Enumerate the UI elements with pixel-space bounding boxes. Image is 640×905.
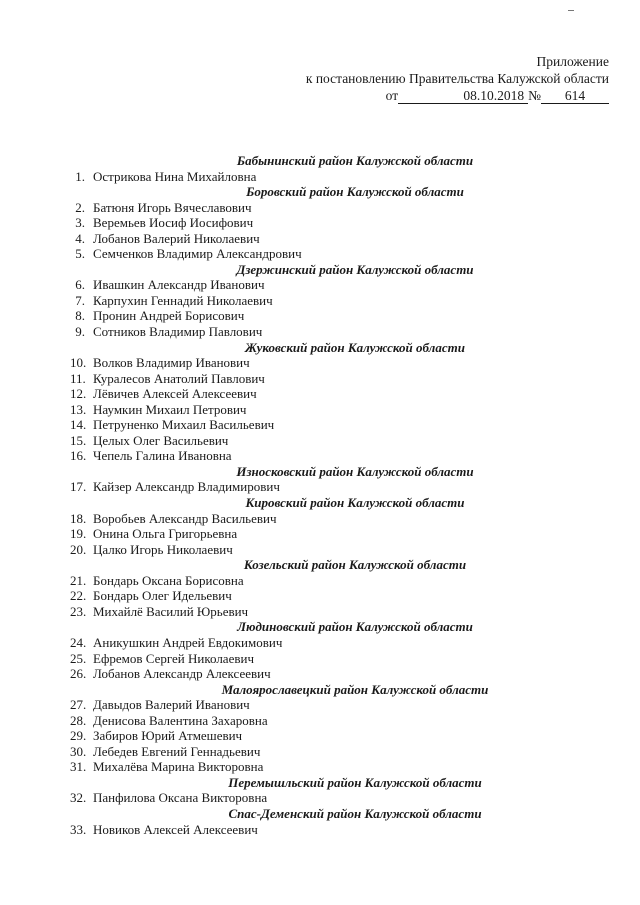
- person-name: Панфилова Оксана Викторовна: [93, 790, 268, 806]
- person-name: Цалко Игорь Николаевич: [93, 541, 233, 557]
- person-name: Семченков Владимир Александрович: [93, 246, 302, 262]
- person-name: Лёвичев Алексей Алексеевич: [93, 386, 257, 402]
- list-item: [70, 666, 570, 682]
- item-number: 10.: [70, 355, 87, 371]
- item-number: 32.: [70, 790, 87, 806]
- list-item: [70, 511, 570, 527]
- item-number: 23.: [70, 603, 87, 619]
- person-name: Давыдов Валерий Иванович: [93, 697, 250, 713]
- district-title: Козельский район Калужской области: [243, 557, 467, 573]
- list-item: [70, 417, 570, 433]
- resolution-number: 614: [541, 88, 609, 104]
- item-number: 11.: [70, 370, 86, 386]
- item-number: 31.: [70, 759, 87, 775]
- item-number: 14.: [70, 417, 87, 433]
- district-title: Перемышльский район Калужской области: [228, 774, 482, 790]
- list-item: [70, 635, 570, 651]
- district-title: Боровский район Калужской области: [246, 184, 464, 200]
- person-name: Бондарь Олег Идельевич: [93, 588, 232, 604]
- appendix-label: Приложение: [536, 54, 609, 69]
- item-number: 15.: [70, 432, 87, 448]
- person-name: Петруненко Михаил Васильевич: [93, 417, 275, 433]
- scan-mark: [568, 10, 574, 11]
- list-item: [70, 759, 570, 775]
- list-item: [70, 324, 570, 340]
- list-item: [70, 728, 570, 744]
- person-name: Сотников Владимир Павлович: [93, 324, 263, 340]
- list-item: [70, 479, 570, 495]
- person-name: Наумкин Михаил Петрович: [93, 401, 247, 417]
- list-item: [70, 542, 570, 558]
- person-name: Новиков Алексей Алексеевич: [93, 821, 258, 837]
- item-number: 18.: [70, 510, 87, 526]
- item-number: 25.: [70, 650, 87, 666]
- list-item: [70, 215, 570, 231]
- item-number: 24.: [70, 634, 87, 650]
- list-item: [70, 231, 570, 247]
- number-label: №: [528, 88, 541, 103]
- district-title: Малоярославецкий район Калужской области: [221, 681, 489, 697]
- item-number: 1.: [75, 168, 85, 184]
- list-item: [70, 604, 570, 620]
- list-item: [70, 588, 570, 604]
- item-number: 8.: [75, 308, 85, 324]
- list-item: [70, 371, 570, 387]
- item-number: 7.: [75, 292, 85, 308]
- list-item: [70, 200, 570, 216]
- item-number: 27.: [70, 697, 87, 713]
- person-name: Куралесов Анатолий Павлович: [93, 370, 265, 386]
- item-number: 2.: [75, 199, 85, 215]
- person-name: Бондарь Оксана Борисовна: [93, 572, 244, 588]
- person-name: Лобанов Валерий Николаевич: [93, 230, 260, 246]
- person-name: Ефремов Сергей Николаевич: [93, 650, 254, 666]
- item-number: 9.: [75, 324, 85, 340]
- appendix-header: [306, 53, 609, 104]
- item-number: 13.: [70, 401, 87, 417]
- list-item: [70, 526, 570, 542]
- item-number: 21.: [70, 572, 87, 588]
- list-item: [70, 713, 570, 729]
- person-name: Денисова Валентина Захаровна: [93, 712, 268, 728]
- item-number: 26.: [70, 666, 87, 682]
- person-name: Михайлё Василий Юрьевич: [93, 603, 249, 619]
- item-number: 5.: [75, 246, 85, 262]
- district-title: Дзержинский район Калужской области: [236, 261, 474, 277]
- person-name: Волков Владимир Иванович: [93, 355, 250, 371]
- list-item: [70, 651, 570, 667]
- list-item: [70, 386, 570, 402]
- person-name: Батюня Игорь Вячеславович: [93, 199, 252, 215]
- resolution-date: 08.10.2018: [398, 88, 528, 104]
- list-item: [70, 822, 570, 838]
- item-number: 20.: [70, 541, 87, 557]
- list-item: [70, 246, 570, 262]
- person-name: Лебедев Евгений Геннадьевич: [93, 743, 261, 759]
- list-item: [70, 402, 570, 418]
- list-item: [70, 433, 570, 449]
- person-name: Веремьев Иосиф Иосифович: [93, 215, 254, 231]
- district-title: Бабынинский район Калужской области: [236, 153, 474, 168]
- item-number: 6.: [75, 277, 85, 293]
- list-item: [70, 277, 570, 293]
- item-number: 33.: [70, 821, 87, 837]
- person-name: Михалёва Марина Викторовна: [93, 759, 264, 775]
- item-number: 12.: [70, 386, 87, 402]
- list-item: [70, 293, 570, 309]
- item-number: 17.: [70, 479, 87, 495]
- item-number: 16.: [70, 448, 87, 464]
- list-item: [70, 355, 570, 371]
- item-number: 3.: [75, 215, 85, 231]
- district-title: Людиновский район Калужской области: [237, 619, 473, 635]
- person-name: Лобанов Александр Алексеевич: [93, 666, 271, 682]
- district-list: [70, 153, 570, 837]
- district-title: Спас-Деменский район Калужской области: [228, 805, 482, 821]
- from-label: от: [385, 88, 399, 103]
- person-name: Карпухин Геннадий Николаевич: [93, 292, 273, 308]
- list-item: [70, 744, 570, 760]
- person-name: Онина Ольга Григорьевна: [93, 526, 238, 542]
- district-title: Жуковский район Калужской области: [245, 339, 465, 355]
- item-number: 28.: [70, 712, 87, 728]
- list-item: [70, 697, 570, 713]
- person-name: Целых Олег Васильевич: [93, 432, 229, 448]
- person-name: Аникушкин Андрей Евдокимович: [93, 634, 283, 650]
- person-name: Чепель Галина Ивановна: [93, 448, 232, 464]
- person-name: Ивашкин Александр Иванович: [93, 277, 265, 293]
- list-item: [70, 308, 570, 324]
- resolution-reference: к постановлению Правительства Калужской области: [305, 71, 609, 86]
- date-number-line: [306, 87, 609, 104]
- list-item: [70, 573, 570, 589]
- item-number: 30.: [70, 743, 87, 759]
- district-title: Износковский район Калужской области: [236, 463, 474, 479]
- person-name: Острикова Нина Михайловна: [93, 168, 257, 184]
- list-item: [70, 448, 570, 464]
- item-number: 22.: [70, 588, 87, 604]
- item-number: 4.: [75, 230, 85, 246]
- person-name: Кайзер Александр Владимирович: [93, 479, 280, 495]
- item-number: 19.: [70, 526, 87, 542]
- district-title: Кировский район Калужской области: [245, 495, 465, 511]
- person-name: Забиров Юрий Атмешевич: [93, 728, 243, 744]
- item-number: 29.: [70, 728, 87, 744]
- list-item: [70, 790, 570, 806]
- list-item: [70, 169, 570, 185]
- person-name: Пронин Андрей Борисович: [93, 308, 245, 324]
- person-name: Воробьев Александр Васильевич: [93, 510, 277, 526]
